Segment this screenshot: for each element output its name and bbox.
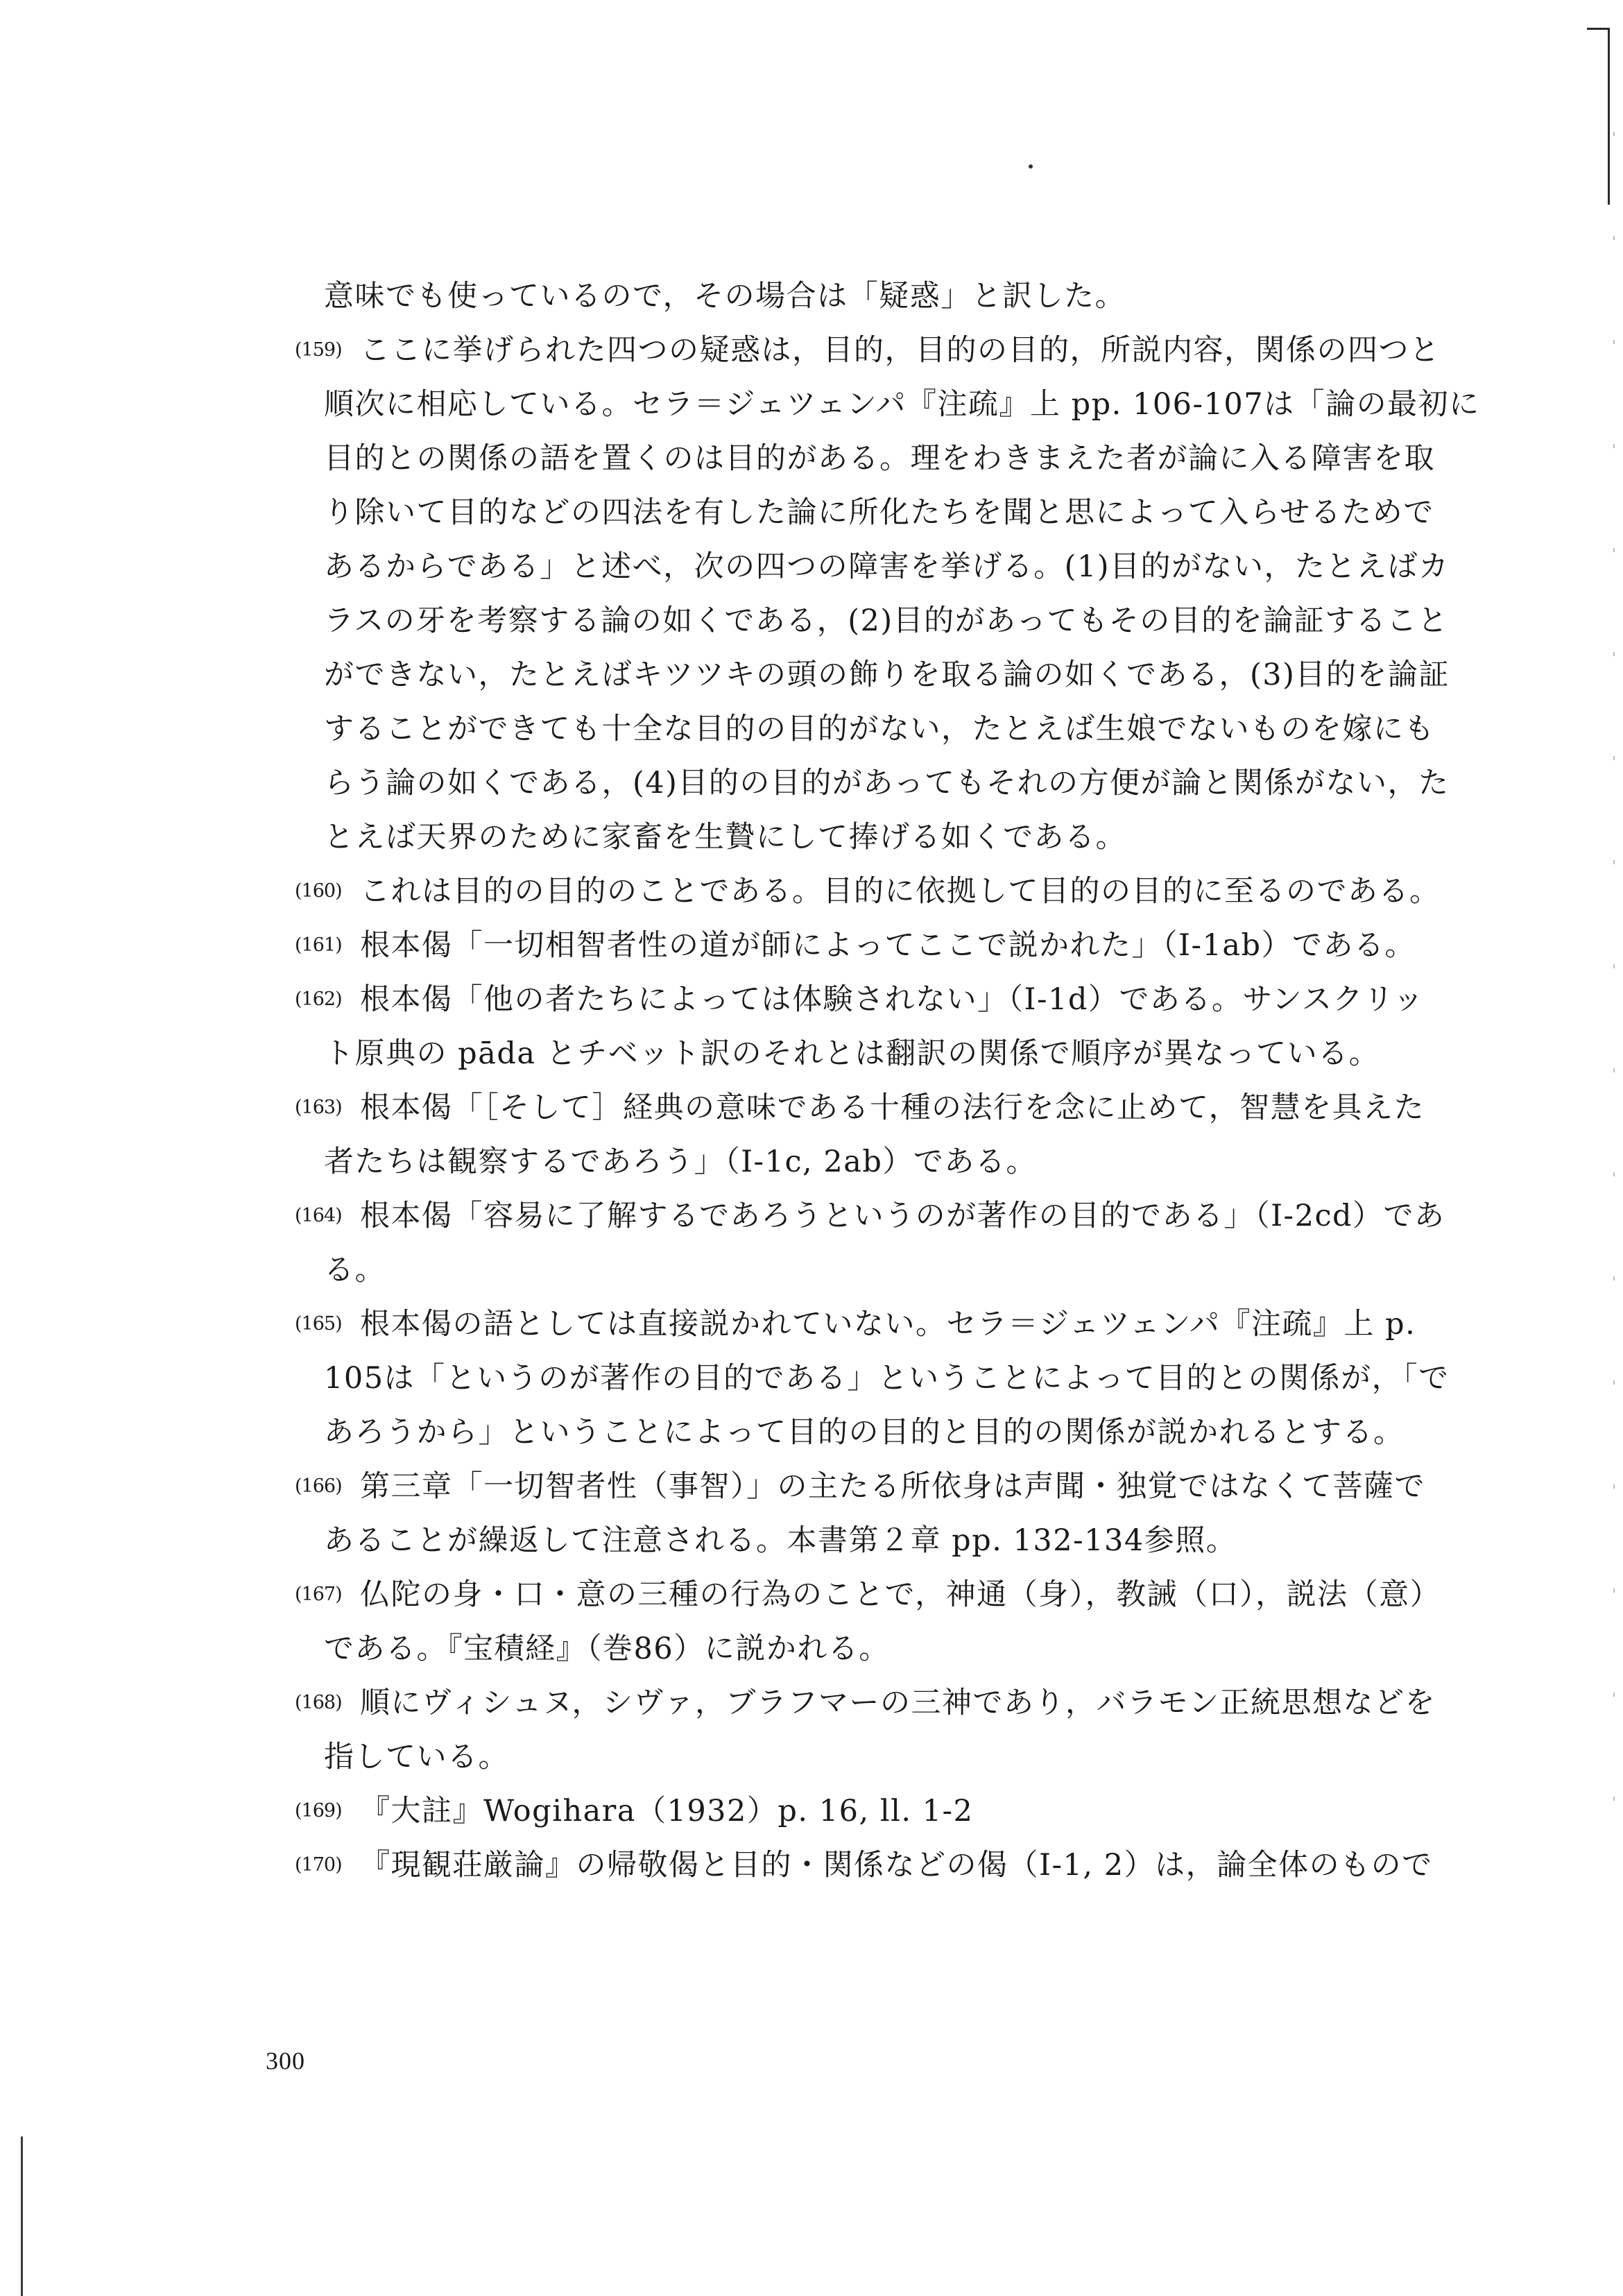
endnote-continuation-line: 指している。	[324, 1740, 509, 1774]
endnote-continuation-line: り除いて目的などの四法を有した論に所化たちを聞と思によって入らせるためで	[324, 495, 1434, 530]
endnote-text: 『大註』Wogihara（1932）p. 16, ll. 1-2	[360, 1794, 974, 1828]
endnote-number: (163)	[295, 1097, 342, 1118]
endnote-number: (165)	[295, 1313, 342, 1335]
endnote-text: これは目的の目的のことである。目的に依拠して目的の目的に至るのである。	[360, 874, 1441, 909]
endnote-first-line	[295, 1297, 1460, 1351]
endnote-text: 仏陀の身・口・意の三種の行為のことで，神通（身），教誡（口），説法（意）	[360, 1577, 1441, 1612]
endnote	[295, 918, 1460, 973]
endnote-continuation-line: ラスの牙を考察する論の如くである，(2)目的があってもその目的を論証すること	[324, 603, 1449, 638]
endnote-first-line	[295, 918, 1460, 973]
endnote-first-line	[295, 1784, 1460, 1838]
endnote-continuation-line: らう論の如くである，(4)目的の目的があってもそれの方便が論と関係がない，た	[324, 766, 1450, 800]
endnote-first-line	[295, 1459, 1460, 1514]
endnote-text: 『現観荘厳論』の帰敬偈と目的・関係などの偈（I-1, 2）は，論全体のもので	[360, 1848, 1433, 1883]
endnote	[295, 1568, 1460, 1676]
endnote	[295, 1081, 1460, 1189]
endnote-number: (167)	[295, 1584, 342, 1605]
scan-edge-mark	[21, 2136, 23, 2296]
scan-edge-ticks	[1613, 132, 1615, 1901]
endnote-first-line	[295, 864, 1460, 918]
endnote-continuation-line: することができても十全な目的の目的がない，たとえば生娘でないものを嫁にも	[324, 712, 1435, 746]
scan-edge-mark	[1587, 28, 1610, 30]
endnote-number: (164)	[295, 1205, 342, 1226]
endnote	[295, 1189, 1460, 1297]
endnote-continuation-line: 者たちは観察するであろう」（I-1c, 2ab）である。	[324, 1145, 1037, 1179]
endnote-text: 根本偈「容易に了解するであろうというのが著作の目的である」（I-2cd）であ	[360, 1199, 1445, 1233]
endnote-text: 第三章「一切智者性（事智）」の主たる所依身は声聞・独覚ではなくて菩薩で	[360, 1469, 1425, 1504]
endnote-list	[295, 323, 1480, 1892]
endnote-number: (159)	[295, 339, 342, 361]
endnote-text: 根本偈「一切相智者性の道が師によってここで説かれた」（I-1ab）である。	[360, 928, 1416, 963]
continued-text-line: 意味でも使っているので，その場合は「疑惑」と訳した。	[324, 279, 1126, 314]
endnote-text: 順にヴィシュヌ，シヴァ，ブラフマーの三神であり，バラモン正統思想などを	[360, 1686, 1436, 1720]
endnote-continuation-line: ができない，たとえばキツツキの頭の飾りを取る論の如くである，(3)目的を論証	[324, 658, 1450, 692]
endnote-first-line	[295, 1676, 1460, 1730]
endnote	[295, 1459, 1460, 1568]
endnote-text: 根本偈「他の者たちによっては体験されない」（I-1d）である。サンスクリッ	[360, 982, 1425, 1017]
endnote-number: (168)	[295, 1692, 342, 1713]
endnote	[295, 1784, 1460, 1838]
endnote-continuation-line: あろうから」ということによって目的の目的と目的の関係が説かれるとする。	[324, 1415, 1405, 1450]
endnote-first-line	[295, 1568, 1460, 1622]
page-number: 300	[266, 2047, 305, 2075]
endnote-number: (160)	[295, 880, 342, 902]
endnote-continuation-line: 105は「というのが著作の目的である」ということによって目的との関係が，「で	[324, 1361, 1450, 1396]
endnote	[295, 973, 1460, 1081]
endnote-first-line	[295, 1838, 1460, 1892]
endnote-first-line	[295, 1081, 1460, 1135]
endnote-continuation-line: ト原典の pāda とチベット訳のそれとは翻訳の関係で順序が異なっている。	[324, 1036, 1380, 1071]
scan-edge-mark	[1608, 28, 1610, 205]
endnote-text: ここに挙げられた四つの疑惑は，目的，目的の目的，所説内容，関係の四つと	[360, 333, 1441, 368]
endnote-continuation-line: る。	[324, 1253, 386, 1287]
endnotes-body	[295, 269, 1480, 1892]
endnote-text: 根本偈の語としては直接説かれていない。セラ＝ジェツェンパ『注疏』上 p.	[360, 1307, 1416, 1342]
endnote-number: (169)	[295, 1800, 342, 1822]
scan-speck	[1029, 164, 1033, 169]
endnote-continuation-line: とえば天界のために家畜を生贄にして捧げる如くである。	[324, 820, 1126, 855]
endnote	[295, 1297, 1460, 1459]
endnote	[295, 1676, 1460, 1784]
endnote-continuation-line: あることが繰返して注意される。本書第２章 pp. 132-134参照。	[324, 1523, 1237, 1558]
endnote-continuation-line: である。『宝積経』（巻86）に説かれる。	[324, 1631, 890, 1666]
endnote	[295, 864, 1460, 918]
endnote-number: (166)	[295, 1475, 342, 1497]
endnote-continuation-line: あるからである」と述べ，次の四つの障害を挙げる。(1)目的がない，たとえばカ	[324, 549, 1450, 584]
endnote-continuation-line: 順次に相応している。セラ＝ジェツェンパ『注疏』上 pp. 106-107は「論の最初に	[324, 387, 1480, 422]
endnote-number: (162)	[295, 988, 342, 1010]
endnote-number: (170)	[295, 1854, 342, 1876]
endnote	[295, 323, 1480, 864]
endnote-number: (161)	[295, 934, 342, 956]
endnote	[295, 1838, 1460, 1892]
endnote-continuation-line: 目的との関係の語を置くのは目的がある。理をわきまえた者が論に入る障害を取	[324, 441, 1435, 476]
endnote-text: 根本偈「［そして］経典の意味である十種の法行を念に止めて，智慧を具えた	[360, 1090, 1425, 1125]
endnote-first-line	[295, 323, 1460, 377]
endnote-first-line	[295, 1189, 1460, 1243]
endnote-first-line	[295, 973, 1460, 1027]
